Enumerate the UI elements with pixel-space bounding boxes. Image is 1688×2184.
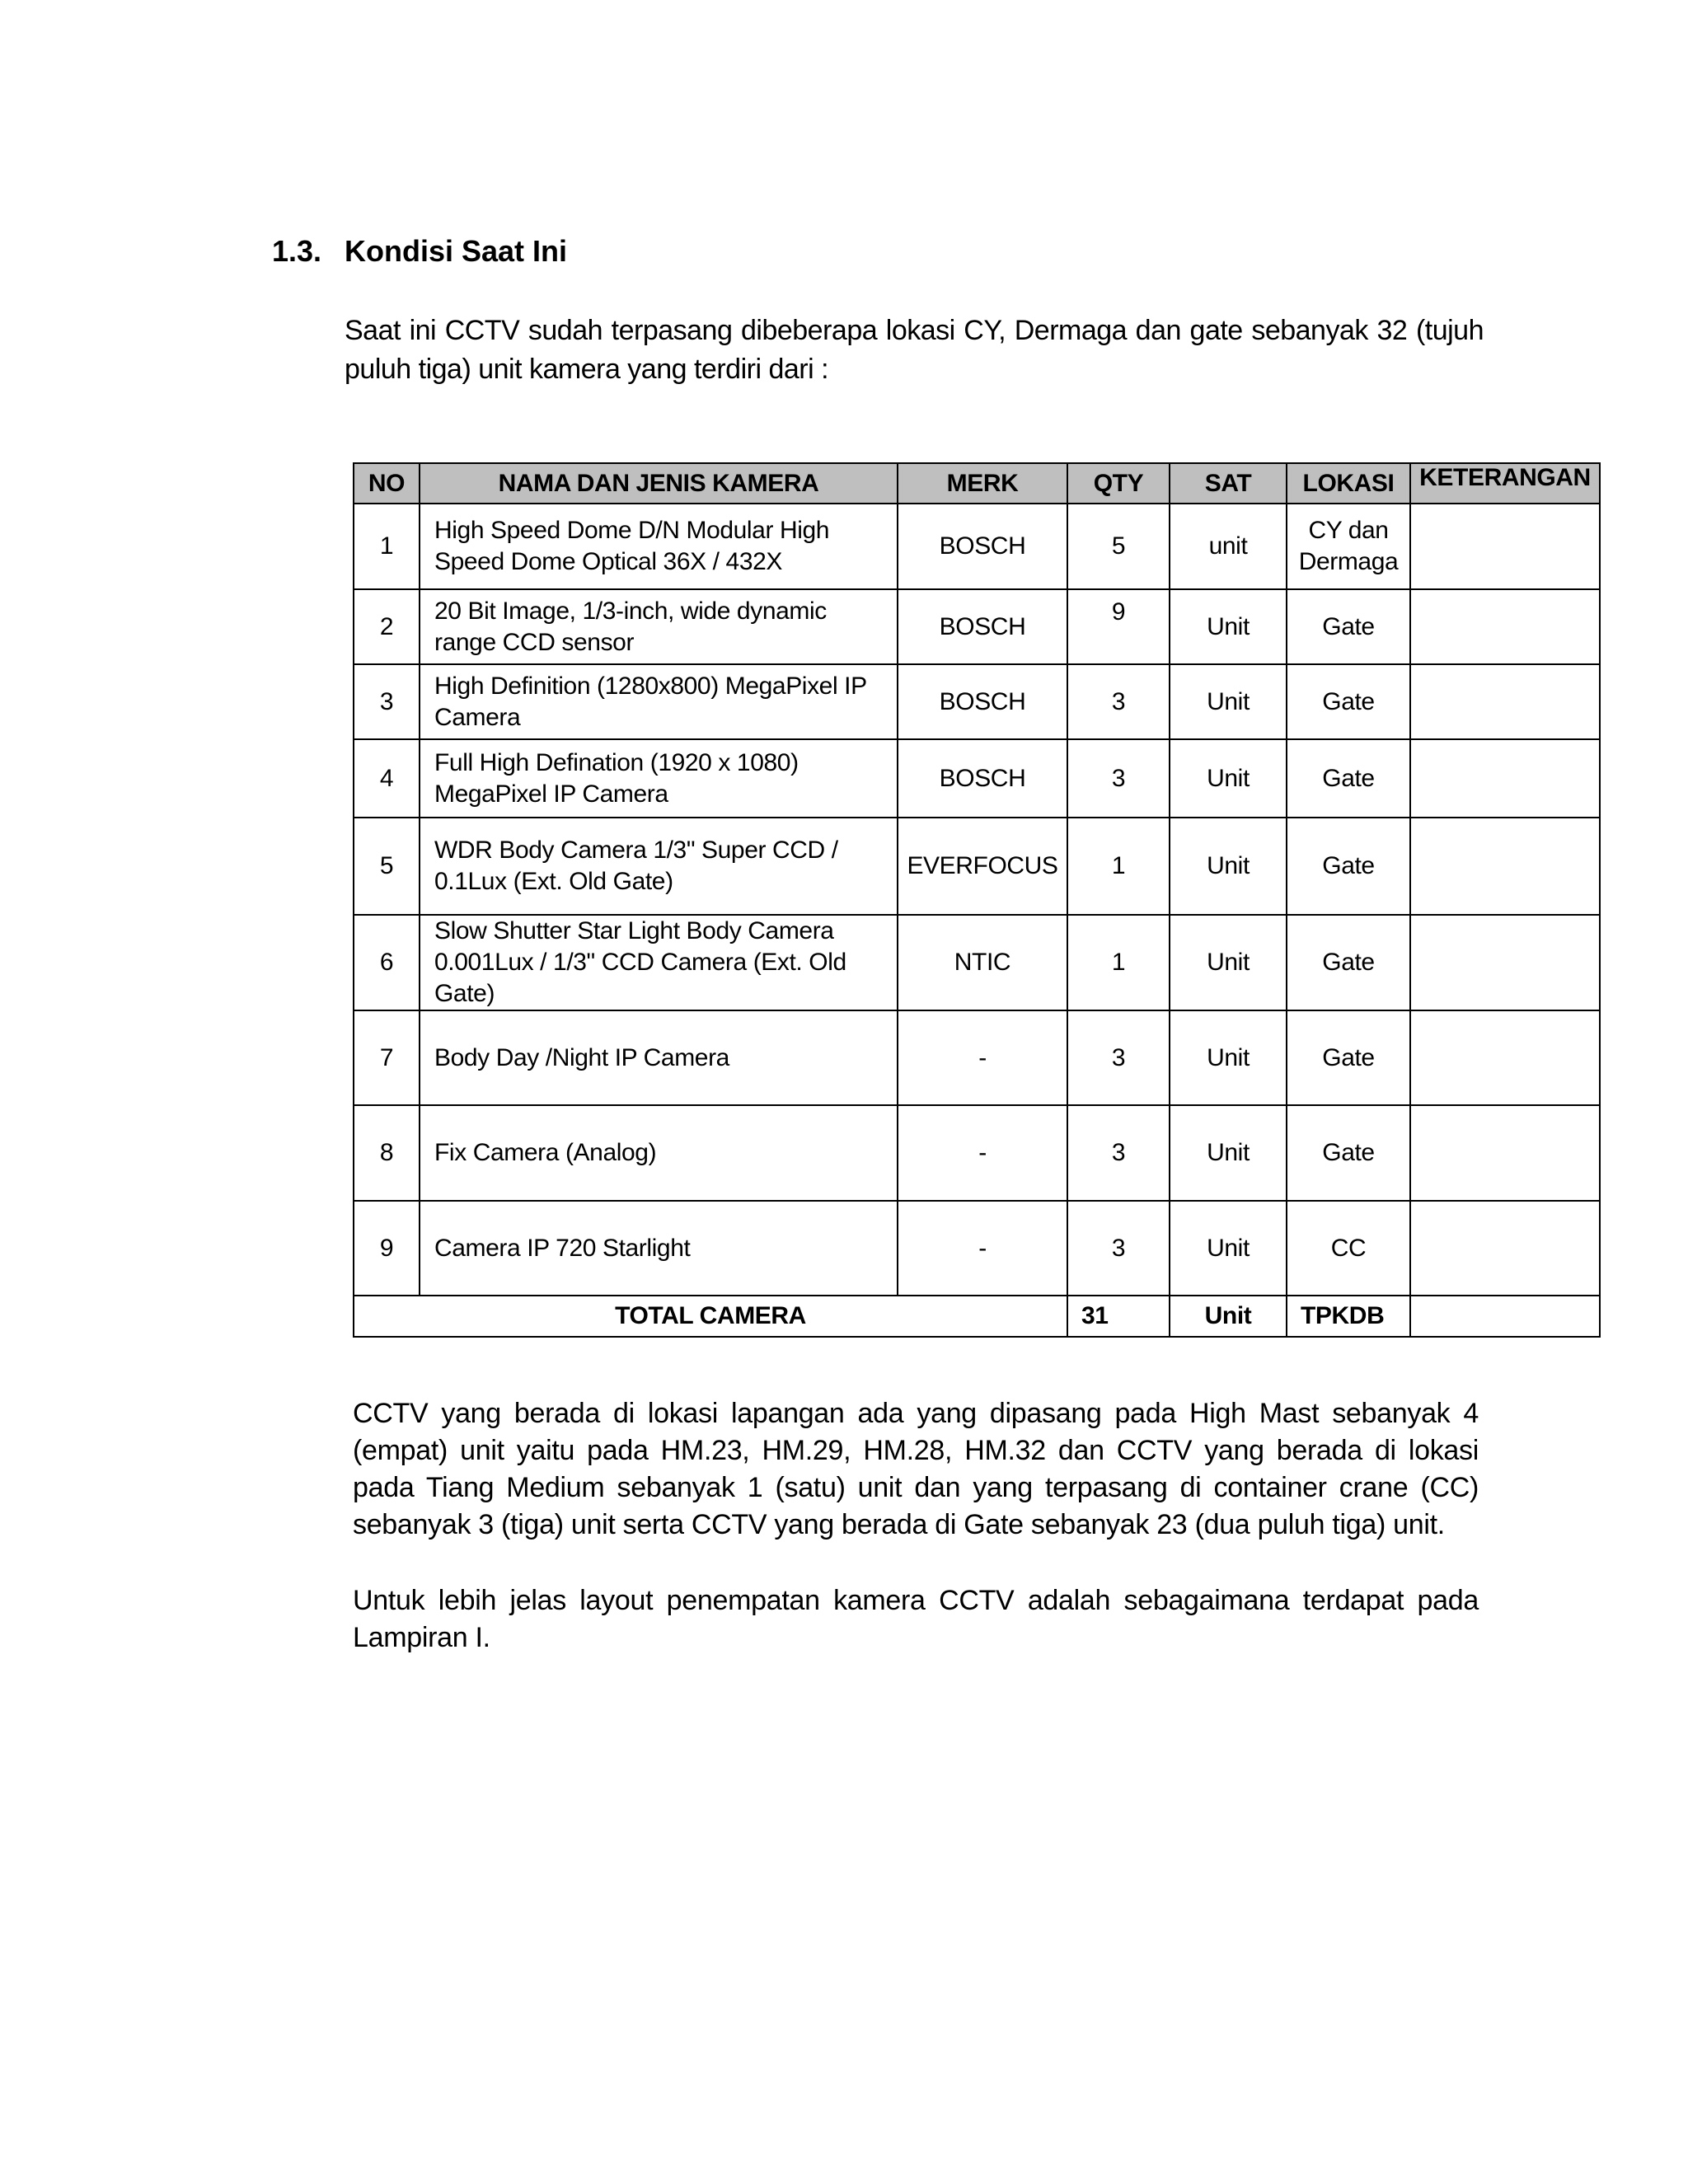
cell-sat: Unit	[1170, 1201, 1287, 1296]
section-number: 1.3.	[272, 234, 322, 268]
cell-sat: unit	[1170, 504, 1287, 589]
cell-qty: 3	[1067, 1105, 1170, 1201]
cell-merk: -	[898, 1105, 1067, 1201]
cell-lokasi: Gate	[1287, 915, 1410, 1010]
cell-qty: 3	[1067, 1201, 1170, 1296]
cell-sat: Unit	[1170, 739, 1287, 818]
col-header-qty: QTY	[1067, 463, 1170, 504]
table-row	[354, 739, 1600, 818]
table-row	[354, 589, 1600, 664]
cell-merk: -	[898, 1201, 1067, 1296]
cell-merk: BOSCH	[898, 589, 1067, 664]
table-row	[354, 1010, 1600, 1105]
cell-sat: Unit	[1170, 1105, 1287, 1201]
cell-no: 5	[354, 818, 420, 915]
cell-merk: BOSCH	[898, 739, 1067, 818]
cell-lokasi: CC	[1287, 1201, 1410, 1296]
cell-no: 4	[354, 739, 420, 818]
cell-lokasi: Gate	[1287, 664, 1410, 739]
section-heading	[272, 234, 567, 269]
cell-sat: Unit	[1170, 1010, 1287, 1105]
cell-qty: 9	[1067, 589, 1170, 664]
cell-no: 2	[354, 589, 420, 664]
cell-merk: NTIC	[898, 915, 1067, 1010]
body-paragraph: Untuk lebih jelas layout penempatan kamera CCTV adalah sebagaimana terdapat pada Lampiran I.	[353, 1585, 1479, 1653]
total-qty: 31	[1067, 1296, 1170, 1337]
col-header-no: NO	[354, 463, 420, 504]
cell-name: Slow Shutter Star Light Body Camera 0.001Lux / 1/3" CCD Camera (Ext. Old Gate)	[420, 915, 898, 1010]
cell-qty: 1	[1067, 818, 1170, 915]
cell-qty: 3	[1067, 1010, 1170, 1105]
cell-sat: Unit	[1170, 664, 1287, 739]
table-row	[354, 664, 1600, 739]
cell-keterangan	[1410, 664, 1600, 739]
table-row	[354, 1201, 1600, 1296]
cell-keterangan	[1410, 1201, 1600, 1296]
cell-no: 6	[354, 915, 420, 1010]
total-row	[354, 1296, 1600, 1337]
cell-keterangan	[1410, 589, 1600, 664]
cell-name: WDR Body Camera 1/3" Super CCD / 0.1Lux (Ext. Old Gate)	[420, 818, 898, 915]
cell-merk: EVERFOCUS	[898, 818, 1067, 915]
cell-name: Body Day /Night IP Camera	[420, 1010, 898, 1105]
cell-no: 7	[354, 1010, 420, 1105]
cell-sat: Unit	[1170, 589, 1287, 664]
cell-name: 20 Bit Image, 1/3-inch, wide dynamic range CCD sensor	[420, 589, 898, 664]
intro-paragraph: Saat ini CCTV sudah terpasang dibeberapa lokasi CY, Dermaga dan gate sebanyak 32 (tujuh puluh tiga) unit kamera yang terdiri dari :	[345, 315, 1484, 385]
body-paragraph: CCTV yang berada di lokasi lapangan ada yang dipasang pada High Mast sebanyak 4 (empat) unit yaitu pada HM.23, HM.29, HM.28, HM.32 dan CCTV yang berada di lokasi pada Tiang Medium sebanyak 1 (satu) unit dan yang terpasang di container crane (CC) sebanyak 3 (tiga) unit serta CCTV yang berada di Gate sebanyak 23 (dua puluh tiga) unit.	[353, 1398, 1479, 1540]
cell-sat: Unit	[1170, 915, 1287, 1010]
section-title: Kondisi Saat Ini	[345, 234, 568, 268]
total-keterangan	[1410, 1296, 1600, 1337]
col-header-sat: SAT	[1170, 463, 1287, 504]
cell-lokasi: Gate	[1287, 1010, 1410, 1105]
cell-keterangan	[1410, 818, 1600, 915]
table-header-row	[354, 463, 1600, 504]
cell-keterangan	[1410, 1105, 1600, 1201]
cell-qty: 3	[1067, 739, 1170, 818]
cell-name: Full High Defination (1920 x 1080) MegaPixel IP Camera	[420, 739, 898, 818]
cell-keterangan	[1410, 739, 1600, 818]
cell-no: 1	[354, 504, 420, 589]
table-row	[354, 915, 1600, 1010]
cell-merk: -	[898, 1010, 1067, 1105]
table-row	[354, 504, 1600, 589]
cell-qty: 3	[1067, 664, 1170, 739]
cell-lokasi: Gate	[1287, 589, 1410, 664]
col-header-keterangan: KETERANGAN	[1410, 463, 1600, 504]
cell-name: High Speed Dome D/N Modular High Speed Dome Optical 36X / 432X	[420, 504, 898, 589]
cell-name: Fix Camera (Analog)	[420, 1105, 898, 1201]
cell-name: Camera IP 720 Starlight	[420, 1201, 898, 1296]
total-lokasi: TPKDB	[1287, 1296, 1410, 1337]
cell-no: 9	[354, 1201, 420, 1296]
camera-table	[353, 462, 1601, 1338]
table-row	[354, 818, 1600, 915]
total-label: TOTAL CAMERA	[354, 1296, 1067, 1337]
cell-lokasi: Gate	[1287, 818, 1410, 915]
cell-qty: 5	[1067, 504, 1170, 589]
cell-lokasi: Gate	[1287, 739, 1410, 818]
cell-merk: BOSCH	[898, 504, 1067, 589]
total-sat: Unit	[1170, 1296, 1287, 1337]
cell-merk: BOSCH	[898, 664, 1067, 739]
cell-sat: Unit	[1170, 818, 1287, 915]
cell-lokasi: CY dan Dermaga	[1287, 504, 1410, 589]
cell-keterangan	[1410, 915, 1600, 1010]
table-row	[354, 1105, 1600, 1201]
cell-keterangan	[1410, 1010, 1600, 1105]
cell-lokasi: Gate	[1287, 1105, 1410, 1201]
cell-name: High Definition (1280x800) MegaPixel IP Camera	[420, 664, 898, 739]
col-header-nama: NAMA DAN JENIS KAMERA	[420, 463, 898, 504]
cell-no: 3	[354, 664, 420, 739]
cell-keterangan	[1410, 504, 1600, 589]
col-header-lokasi: LOKASI	[1287, 463, 1410, 504]
col-header-merk: MERK	[898, 463, 1067, 504]
cell-no: 8	[354, 1105, 420, 1201]
cell-qty: 1	[1067, 915, 1170, 1010]
